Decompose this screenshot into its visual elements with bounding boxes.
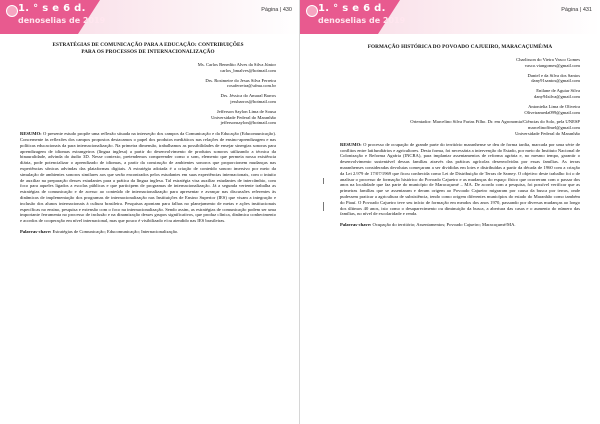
abstract-text: O presente estudo propõe uma reflexão situada na interseção dos campos da Comunicação e da Educação (Educomunicação). Concernente às reflexões dos campos propostos destacamos o papel dos produtos mediáticos nas relações de ensino-aprendizagem e nas políticas educacionais da para internacionalização. Na primeira dimensão, trabalhamos as possibilidades de ensejar sinergias sonoras para aprendizagem de idiomas estrangeiros (língua inglesa) a partir do desenvolvimento de produtos sonoros utilizando a técnica da binauralidade, advinda do áudio 3D. Nesse contexto, pretendemos compreender como o som, elemento que permeia nossa existência diária, pode potencializar o aprendizado de idiomas, a partir da construção de ambientes sonoros que proporcionem mudanças nas experiências sônicas advindas das plataformas digitais. A estratégia adotada é a criação de conteúdo sonoro imersivo por meio da simulação de ambientes sonoros similares aos que serão encontrados pelos estudantes em suas experiências internacionais, com o intuito de auxiliar na preparação desses estudantes para a prática da língua inglesa. Tal estratégia visa auxiliar estudantes de intercâmbio, com foco para aqueles ligados a escolas públicas e que participem de programas de internacionalização. Já a segunda vertente trabalha as estratégias de comunicação e de acesso ao conteúdo de internacionalização para apresentar e avançar nas discussões referentes às dinâmicas de implementação dos programas de internacionalização nas Instituições de Ensino Superior (IES) que visam a integração e inclusão dos alunos internacionais à cultura brasileira. Pesquisas apontam para falhas no planejamento de metas e ações institucionais específicas no ensino, pesquisa e extensão com o foco na internacionalização. Sendo assim, as estratégias de comunicação podem ser uma importante ferramenta no processo de inclusão e na dinamização desses grupos significativos, que produz clínica, dinâmica conhecimento e acordos de cooperação em nível internacional, mas que pouco é visibilizado e/ou atendido nas IES brasileiras. <box>20 131 276 224</box>
event-logo-text: 1. ° s e 6 d. <box>18 3 86 14</box>
author-block <box>340 57 580 137</box>
keywords <box>340 222 580 228</box>
author-line: vasco.viangomes@gmail.com <box>524 62 580 68</box>
author-line: Enilane de Aguiar Silva <box>536 88 580 94</box>
keywords-text: Estratégias de Comunicação; Educomunicação; Internacionalização. <box>51 228 179 234</box>
margin-mark <box>323 178 324 184</box>
article-title-line-2: PARA OS PROCESSOS DE INTERNACIONALIZAÇÃO <box>81 49 215 55</box>
event-logo-text: 1. ° s e 6 d. <box>318 3 386 14</box>
author-line: Oliveirameda099@gmail.com <box>524 109 580 115</box>
article-title <box>20 42 276 56</box>
abstract-label: RESUMO: <box>20 131 42 137</box>
author-line: Jefferson Saylon Lima de Sousa <box>216 108 276 114</box>
keywords <box>20 229 276 235</box>
author-line: marcelinoffmel@gmail.com <box>528 125 580 131</box>
article-content <box>340 42 580 233</box>
header-band <box>0 0 300 34</box>
event-logo-icon <box>306 5 318 17</box>
author-line: rosaferreira@ufma.com.br <box>227 83 276 89</box>
event-logo-subtext: denoselias de 2019 <box>18 16 106 25</box>
author-line: Daniel e da Silva dos Santos <box>527 72 580 78</box>
author-line: dany91santos@gmail.com <box>531 78 580 84</box>
header-band <box>300 0 600 34</box>
article-title: FORMAÇÃO HISTÓRICA DO POVOADO CAJUEIRO, MARACAÇUMÉ/MA <box>367 44 553 50</box>
keywords-label: Palavras-chave: <box>340 222 372 228</box>
article-content <box>20 40 276 239</box>
author-line: Ms. Carlos Benedito Alves da Silva Júnior <box>197 62 276 67</box>
author-line: Universidade Federal do Maranhão <box>211 114 276 120</box>
author-line: Drs. Jéssica do Amaral Barros <box>220 93 276 99</box>
event-logo-icon <box>6 5 18 17</box>
abstract <box>340 142 580 217</box>
author-line: Charlisson do Vieira Vasco Gomes <box>516 57 580 62</box>
right-page <box>300 0 600 424</box>
keywords-text: Ocupação do território; Assentamentos; Povoado Cajueiro; Maracaçumé/MA. <box>371 222 516 228</box>
abstract-label: RESUMO: <box>340 141 362 147</box>
author-line: Universidade Federal do Maranhão <box>515 130 580 136</box>
author-line: jessbarros@hotmail.com <box>230 98 276 104</box>
author-line: Orientador: Marcelino Silva Farias Filho. Dr. em Agronomia/Ciências do Solo, pela UNESP <box>410 119 580 125</box>
author-line: Drs. Rosimeire do Jesus Silva Ferreira <box>205 77 276 83</box>
page-number: Página | 430 <box>261 7 292 13</box>
margin-mark <box>323 202 324 211</box>
author-block <box>20 62 276 126</box>
author-line: carlos_bmalves@hotmail.com <box>220 67 276 73</box>
keywords-label: Palavras-chave: <box>20 228 52 234</box>
event-logo-subtext: denoselias de 2019 <box>318 16 406 25</box>
author-line: dany94silva@gmail.com <box>534 93 580 99</box>
author-line: Antonielia Lima de Oliveira <box>528 103 580 109</box>
abstract <box>20 131 276 224</box>
page-number: Página | 431 <box>561 7 592 13</box>
article-title-line-1: ESTRATÉGIAS DE COMUNICAÇÃO PARA A EDUCAÇÃO: CONTRIBUIÇÕES <box>52 42 244 48</box>
author-line: jeffersonsaylon@hotmail.com <box>220 120 276 126</box>
abstract-text: O processo de ocupação de grande parte do território maranhense se deu de forma tardia, marcada por uma série de conflitos entre latifundiários e agricultores. Desta forma, foi necessária a intervenção do Estado, por meio do Instituto Nacional de Colonização e Reforma Agrária (INCRA), para implantar assentamentos de reforma agrária e, no mesmo tempo, garantir o desenvolvimento sustentável dessas famílias através das práticas agrícolas desenvolvidas por essas famílias. As terras maranhenses consideradas devolutas começaram a ser divididas em lotes e distribuídas a partir da década de 1960 com a criação da Lei 2.979 de 17/07/1969 que ficou conhecida como Lei de Distribuição de Terras de Sarney. O objetivo deste trabalho foi o de analisar o processo de formação histórico do Povoado Cajueiro e as mudanças do espaço físico que ocorreram com o passar dos anos na localidade que faz parte do município de Maracaçumé – MA. De acordo com a pesquisa, foi possível verificar que as primeiras famílias que se assentaram e deram origem ao Povoado Cajueiro migraram por causa da busca por terras, onde pudessem praticar a agricultura de subsistência, tendo como origem diferentes municípios do estado do Maranhão como também do Piauí. O Povoado Cajueiro teve seu início de formação em meados dos anos 1970, passando por diversas mudanças ao longo dos últimos 40 anos, isto como o desaparecimento ou diminuição da busca, a abertura das casas e o aumento do número das famílias, no nível de escolaridade e renda. <box>340 141 580 217</box>
